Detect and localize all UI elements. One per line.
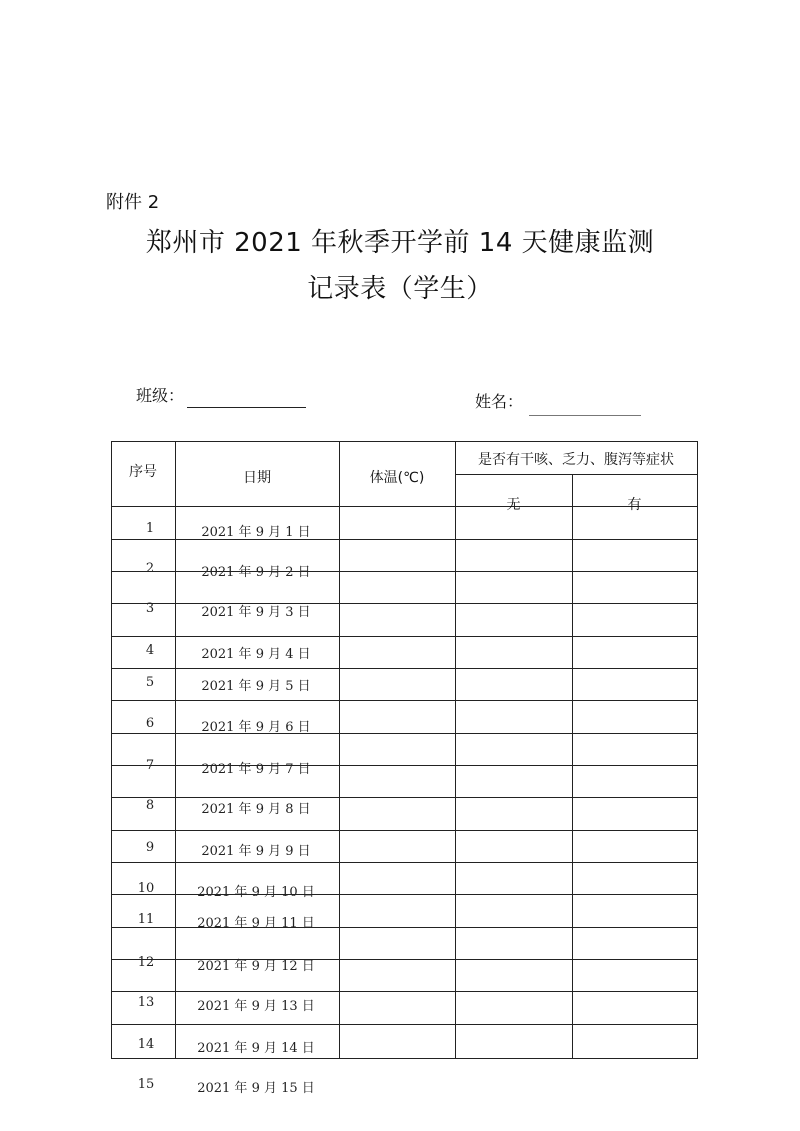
class-field[interactable]: [187, 407, 306, 408]
row-seq: 9: [145, 840, 155, 855]
class-label: 班级：: [136, 386, 185, 405]
table-divider: [455, 441, 456, 1059]
row-seq: 14: [137, 1037, 155, 1052]
page-title: 郑州市 2021 年秋季开学前 14 天健康监测: [145, 228, 655, 258]
page-subtitle: 记录表（学生）: [307, 274, 493, 304]
column-header-temperature: 体温(℃): [369, 470, 425, 486]
row-date: 2021 年 9 月 2 日: [201, 565, 311, 580]
row-date: 2021 年 9 月 9 日: [201, 844, 311, 859]
column-header-yes: 有: [627, 497, 642, 513]
table-divider: [111, 862, 698, 863]
row-date: 2021 年 9 月 11 日: [197, 916, 315, 931]
row-date: 2021 年 9 月 3 日: [201, 605, 311, 620]
table-divider: [111, 830, 698, 831]
name-label: 姓名：: [475, 392, 524, 411]
column-header-seq: 序号: [129, 464, 157, 480]
table-border-left: [111, 441, 112, 1059]
row-date: 2021 年 9 月 14 日: [197, 1041, 315, 1056]
row-date: 2021 年 9 月 4 日: [201, 647, 311, 662]
table-divider: [111, 1024, 698, 1025]
column-header-no: 无: [506, 497, 521, 513]
row-date: 2021 年 9 月 15 日: [197, 1081, 315, 1096]
table-divider: [175, 441, 176, 1059]
row-seq: 2: [145, 561, 155, 576]
row-date: 2021 年 9 月 12 日: [197, 959, 315, 974]
row-seq: 12: [137, 955, 155, 970]
row-date: 2021 年 9 月 6 日: [201, 720, 311, 735]
row-seq: 7: [145, 758, 155, 773]
row-date: 2021 年 9 月 13 日: [197, 999, 315, 1014]
row-date: 2021 年 9 月 10 日: [197, 885, 315, 900]
table-divider: [111, 668, 698, 669]
table-divider: [111, 700, 698, 701]
table-divider: [111, 991, 698, 992]
row-date: 2021 年 9 月 5 日: [201, 679, 311, 694]
attachment-label: 附件 2: [106, 192, 160, 213]
name-field[interactable]: [529, 415, 641, 416]
row-date: 2021 年 9 月 8 日: [201, 802, 311, 817]
row-seq: 1: [145, 521, 155, 536]
table-border-bottom: [111, 1058, 698, 1059]
table-divider: [111, 636, 698, 637]
table-border-top: [111, 441, 698, 442]
row-seq: 15: [137, 1077, 155, 1092]
row-date: 2021 年 9 月 7 日: [201, 762, 311, 777]
row-seq: 5: [145, 675, 155, 690]
row-seq: 10: [137, 881, 155, 896]
row-seq: 13: [137, 995, 155, 1010]
table-border-right: [697, 441, 698, 1059]
column-header-symptoms: 是否有干咳、乏力、腹泻等症状: [478, 452, 674, 468]
row-seq: 3: [145, 601, 155, 616]
column-header-date: 日期: [243, 470, 271, 486]
table-divider: [455, 474, 698, 475]
row-seq: 4: [145, 643, 155, 658]
row-seq: 11: [137, 912, 155, 927]
table-divider: [572, 474, 573, 1059]
row-seq: 8: [145, 798, 155, 813]
table-divider: [339, 441, 340, 1059]
row-seq: 6: [145, 716, 155, 731]
row-date: 2021 年 9 月 1 日: [201, 525, 311, 540]
